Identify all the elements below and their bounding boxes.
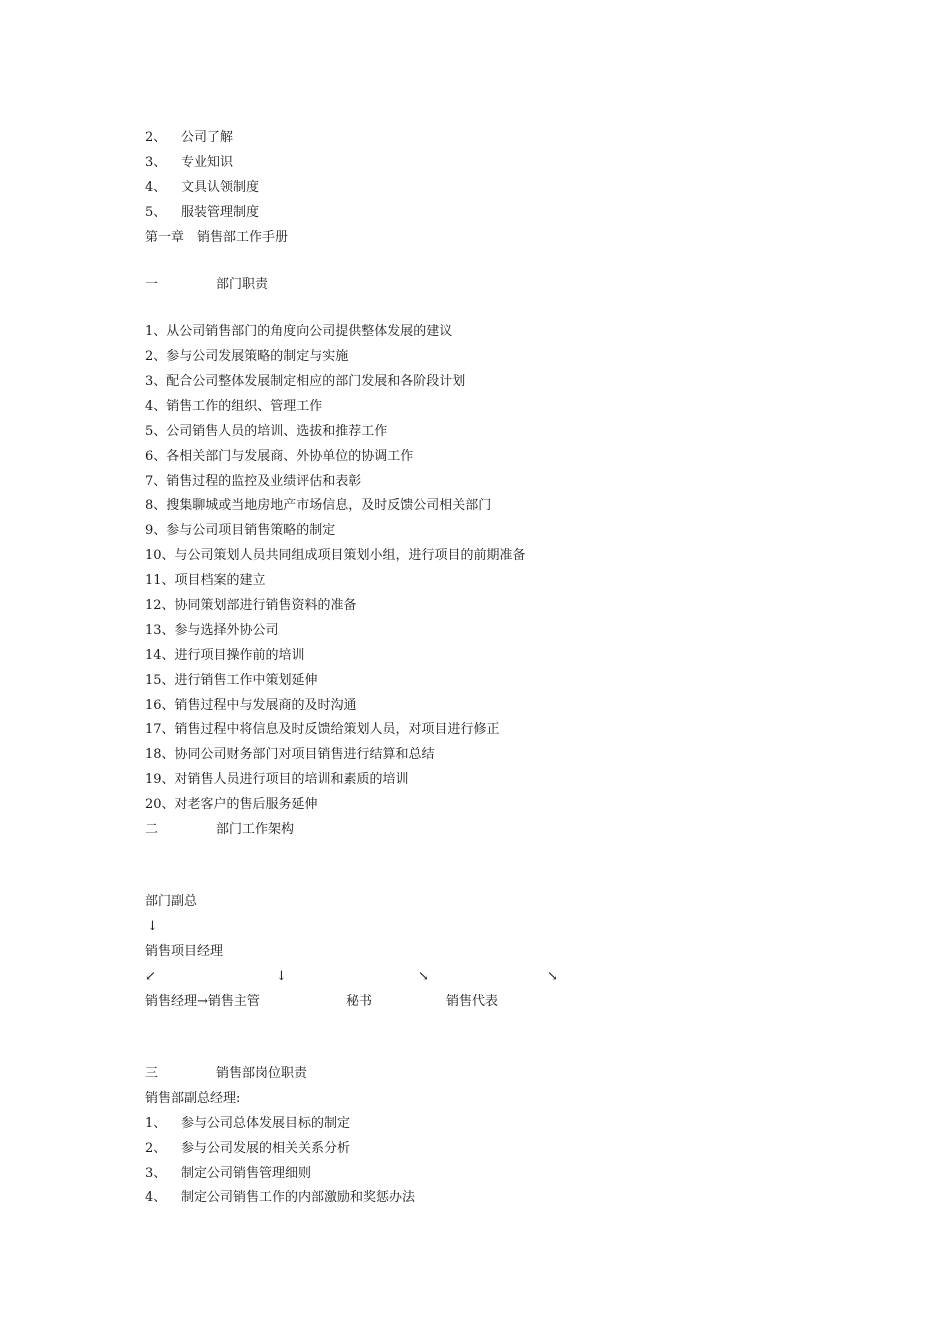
section-heading [145,1066,307,1082]
duty-item: 1、从公司销售部门的角度向公司提供整体发展的建议 [145,324,453,339]
arrow-down-icon: ↓ [276,969,287,984]
section-heading [145,822,294,838]
arrow-down-right-icon: ↘ [547,969,558,984]
role-duty-number: 1、 [145,1116,167,1131]
toc-item-text: 公司了解 [181,130,234,145]
org-node-secretary: 秘书 [346,994,373,1009]
duty-item: 3、配合公司整体发展制定相应的部门发展和各阶段计划 [145,374,466,389]
duty-item: 6、各相关部门与发展商、外协单位的协调工作 [145,449,414,464]
org-node-sales-rep: 销售代表 [446,994,499,1009]
role-duty-number: 3、 [145,1166,167,1181]
section-title: 销售部岗位职责 [216,1066,308,1081]
toc-item-text: 专业知识 [181,155,234,170]
section-number: 二 [145,822,159,837]
duty-item: 20、对老客户的售后服务延伸 [145,797,318,812]
role-duty-item [145,1141,350,1157]
duty-item: 16、销售过程中与发展商的及时沟通 [145,698,357,713]
org-node-vp: 部门副总 [145,894,198,909]
arrow-down-icon: ↓ [147,919,158,934]
section-number: 一 [145,277,159,292]
duty-item: 17、销售过程中将信息及时反馈给策划人员，对项目进行修正 [145,722,500,737]
toc-item-number: 4、 [145,180,167,195]
duty-item: 13、参与选择外协公司 [145,623,279,638]
chapter-title: 第一章 销售部工作手册 [145,230,289,245]
role-duty-item [145,1190,415,1206]
role-label: 销售部副总经理: [145,1091,241,1106]
duty-item: 4、销售工作的组织、管理工作 [145,399,323,414]
toc-item-text: 服装管理制度 [181,205,260,220]
toc-item-number: 2、 [145,130,167,145]
toc-item [145,205,259,221]
toc-item [145,180,259,196]
role-duty-text: 制定公司销售工作的内部激励和奖惩办法 [181,1190,416,1205]
toc-item-text: 文具认领制度 [181,180,260,195]
duty-item: 12、协同策划部进行销售资料的准备 [145,598,357,613]
duty-item: 5、公司销售人员的培训、选拔和推荐工作 [145,424,388,439]
org-node-project-manager: 销售项目经理 [145,944,224,959]
role-duty-number: 4、 [145,1190,167,1205]
arrow-down-left-icon: ↙ [145,969,156,984]
org-node-manager-chain: 销售经理→销售主管 [145,994,260,1009]
toc-item [145,155,233,171]
section-title: 部门工作架构 [216,822,295,837]
duty-item: 18、协同公司财务部门对项目销售进行结算和总结 [145,747,435,762]
section-heading [145,277,268,293]
role-duty-number: 2、 [145,1141,167,1156]
role-duty-item [145,1116,350,1132]
role-duty-text: 参与公司发展的相关关系分析 [181,1141,351,1156]
duty-item: 7、销售过程的监控及业绩评估和表彰 [145,474,362,489]
duty-item: 14、进行项目操作前的培训 [145,648,305,663]
duty-item: 2、参与公司发展策略的制定与实施 [145,349,349,364]
section-title: 部门职责 [216,277,269,292]
toc-item [145,130,233,146]
duty-item: 10、与公司策划人员共同组成项目策划小组，进行项目的前期准备 [145,548,526,563]
toc-item-number: 5、 [145,205,167,220]
duty-item: 11、项目档案的建立 [145,573,266,588]
duty-item: 15、进行销售工作中策划延伸 [145,673,318,688]
duty-item: 19、对销售人员进行项目的培训和素质的培训 [145,772,409,787]
duty-item: 9、参与公司项目销售策略的制定 [145,523,336,538]
role-duty-text: 参与公司总体发展目标的制定 [181,1116,351,1131]
section-number: 三 [145,1066,159,1081]
role-duty-text: 制定公司销售管理细则 [181,1166,312,1181]
duty-item: 8、搜集聊城或当地房地产市场信息，及时反馈公司相关部门 [145,498,492,513]
arrow-down-right-icon: ↘ [418,969,429,984]
role-duty-item [145,1166,311,1182]
toc-item-number: 3、 [145,155,167,170]
